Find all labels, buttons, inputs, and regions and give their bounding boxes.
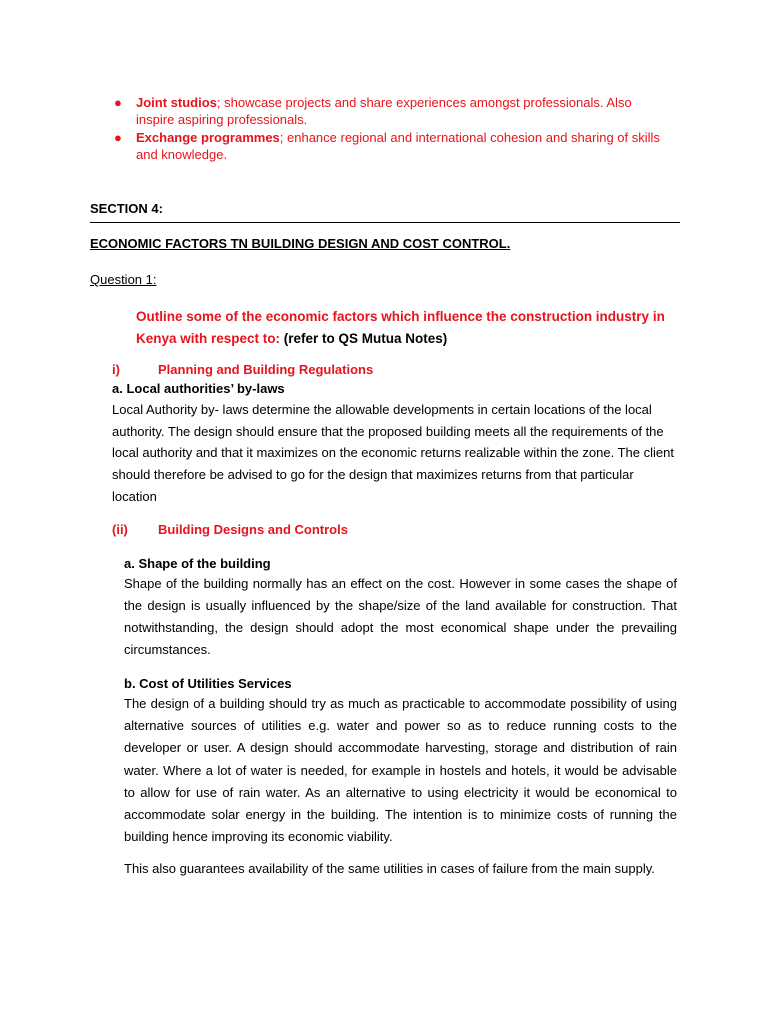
part-heading: Building Designs and Controls (158, 522, 348, 537)
paragraph: The design of a building should try as much as practicable to accommodate possibility of using alternative sources of utilities e.g. water and power so as to reduce running costs to the developer or user. A design should accommodate harvesting, storage and distribution of rain water. Where a lot of water is needed, for example in hostels and hotels, it would be advisable to allow for use of rain water. As an alternative to using electricity it would be economical to accommodate solar energy in the building. The intention is to minimize costs of running the building hence improving its economic viability. (124, 696, 677, 845)
part-number: i) (112, 362, 120, 377)
paragraph: This also guarantees availability of the same utilities in cases of failure from the main supply. (124, 861, 655, 876)
question-label: Question 1: (90, 272, 157, 287)
part-heading: Planning and Building Regulations (158, 362, 374, 377)
divider (90, 222, 680, 223)
question-prompt-text: Outline some of the economic factors which influence the construction industry in Kenya with respect to: (136, 309, 665, 346)
part-number: (ii) (112, 522, 128, 537)
list-item (112, 94, 672, 128)
subheading: b. Cost of Utilities Services (124, 676, 292, 691)
list-item (112, 129, 672, 163)
subheading: a. Shape of the building (124, 556, 271, 571)
paragraph: Local Authority by- laws determine the allowable developments in certain locations of the local authority. The design should ensure that the proposed building meets all the requirements of the local authority and that it maximizes on the economic returns realizable within the zone. The client should therefore be advised to go for the design that maximizes returns from that particular location (112, 402, 674, 504)
bullet-text: ; enhance regional and international cohesion and sharing of skills and knowledge. (136, 130, 660, 162)
bullet-term: Joint studios (136, 95, 217, 110)
question-prompt (136, 306, 676, 350)
section-label: SECTION 4: (90, 201, 163, 216)
bullet-icon: ● (114, 130, 122, 145)
bullet-icon: ● (114, 95, 122, 110)
paragraph: Shape of the building normally has an effect on the cost. However in some cases the shape of the design is usually influenced by the shape/size of the land available for construction. That notwithstanding, the design should adopt the most economical shape under the prevailing circumstances. (124, 576, 677, 657)
subheading: a. Local authorities’ by-laws (112, 381, 285, 396)
bullet-term: Exchange programmes (136, 130, 280, 145)
bullet-list (112, 94, 672, 164)
bullet-text: ; showcase projects and share experiences amongst professionals. Also inspire aspiring professionals. (136, 95, 632, 127)
question-note: (refer to QS Mutua Notes) (280, 331, 448, 346)
section-title: ECONOMIC FACTORS TN BUILDING DESIGN AND COST CONTROL. (90, 236, 511, 251)
